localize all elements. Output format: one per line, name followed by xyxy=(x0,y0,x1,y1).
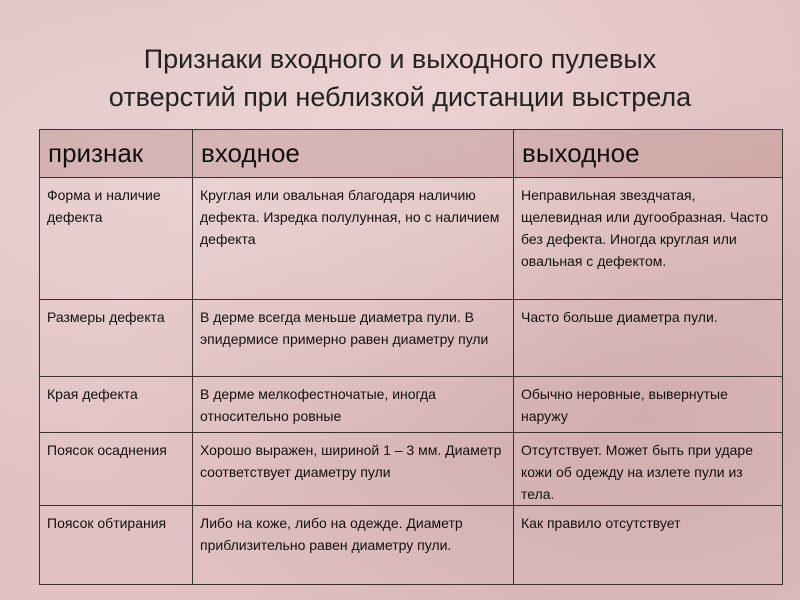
feature-cell: Поясок осаднения xyxy=(40,433,193,506)
feature-cell: Размеры дефекта xyxy=(40,300,193,377)
table-row xyxy=(40,300,783,377)
table-header-row xyxy=(40,130,783,178)
table-row xyxy=(40,506,783,585)
table-row xyxy=(40,433,783,506)
page-title-line-1: Признаки входного и выходного пулевых xyxy=(143,44,657,74)
feature-cell: Форма и наличие дефекта xyxy=(40,178,193,300)
entrance-cell: В дерме мелкофестночатые, иногда относительно ровные xyxy=(193,377,514,433)
header-exit: выходное xyxy=(514,130,783,178)
exit-cell: Как правило отсутствует xyxy=(514,506,783,585)
feature-cell: Поясок обтирания xyxy=(40,506,193,585)
header-entrance: входное xyxy=(193,130,514,178)
exit-cell: Часто больше диаметра пули. xyxy=(514,300,783,377)
exit-cell: Обычно неровные, вывернутые наружу xyxy=(514,377,783,433)
entrance-cell: Круглая или овальная благодаря наличию дефекта. Изредка полулунная, но с наличием дефекта xyxy=(193,178,514,300)
feature-cell: Края дефекта xyxy=(40,377,193,433)
entrance-cell: Либо на коже, либо на одежде. Диаметр приблизительно равен диаметру пули. xyxy=(193,506,514,585)
entrance-cell: В дерме всегда меньше диаметра пули. В эпидермисе примерно равен диаметру пули xyxy=(193,300,514,377)
page-title-line-2: отверстий при неблизкой дистанции выстрела xyxy=(108,82,692,112)
exit-cell: Отсутствует. Может быть при ударе кожи об одежду на излете пули из тела. xyxy=(514,433,783,506)
header-feature: признак xyxy=(40,130,193,178)
entrance-cell: Хорошо выражен, шириной 1 – 3 мм. Диаметр соответствует диаметру пули xyxy=(193,433,514,506)
comparison-table xyxy=(39,129,783,585)
table-row xyxy=(40,178,783,300)
page-title xyxy=(0,40,800,116)
exit-cell: Неправильная звездчатая, щелевидная или дугообразная. Часто без дефекта. Иногда круглая или овальная с дефектом. xyxy=(514,178,783,300)
table-row xyxy=(40,377,783,433)
